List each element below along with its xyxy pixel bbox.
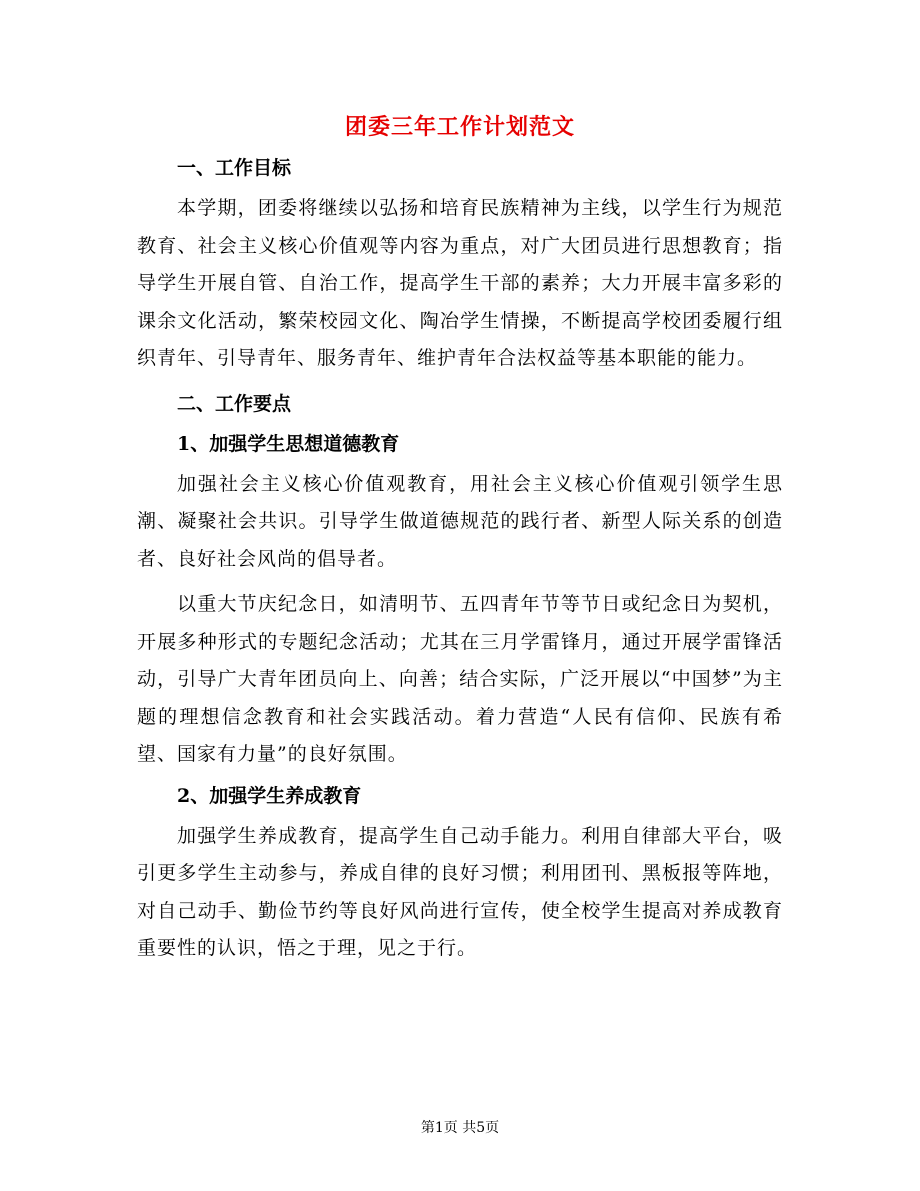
document-title: 团委三年工作计划范文 [344, 114, 575, 140]
subsection-heading-moral-education: 1、加强学生思想道德教育 [177, 432, 400, 455]
document-body [137, 150, 783, 968]
section-heading-key-points: 二、工作要点 [177, 392, 292, 415]
subsection-heading-habit-education: 2、加强学生养成教育 [177, 784, 362, 807]
paragraph-commemorations: 以重大节庆纪念日，如清明节、五四青年节等节日或纪念日为契机，开展多种形式的专题纪念活动；尤其在三月学雷锋月，通过开展学雷锋活动，引导广大青年团员向上、向善；结合实际，广泛开展以“中国梦”为主题的理想信念教育和社会实践活动。着力营造“人民有信仰、民族有希望、国家有力量”的良好氛围。 [137, 593, 783, 765]
section-heading-goals: 一、工作目标 [177, 157, 292, 179]
paragraph-habit-education: 加强学生养成教育，提高学生自己动手能力。利用自律部大平台，吸引更多学生主动参与，养成自律的良好习惯；利用团刊、黑板报等阵地，对自己动手、勤俭节约等良好风尚进行宣传，使全校学生提高对养成教育重要性的认识，悟之于理，见之于行。 [137, 824, 783, 959]
paragraph-core-values: 加强社会主义核心价值观教育，用社会主义核心价值观引领学生思潮、凝聚社会共识。引导学生做道德规范的践行者、新型人际关系的创造者、良好社会风尚的倡导者。 [137, 472, 783, 570]
page-number-footer: 第1页 共5页 [420, 1120, 500, 1136]
paragraph-goals: 本学期，团委将继续以弘扬和培育民族精神为主线，以学生行为规范教育、社会主义核心价值观等内容为重点，对广大团员进行思想教育；指导学生开展自管、自治工作，提高学生干部的素养；大力开展丰富多彩的课余文化活动，繁荣校园文化、陶冶学生情操，不断提高学校团委履行组织青年、引导青年、服务青年、维护青年合法权益等基本职能的能力。 [137, 197, 783, 369]
